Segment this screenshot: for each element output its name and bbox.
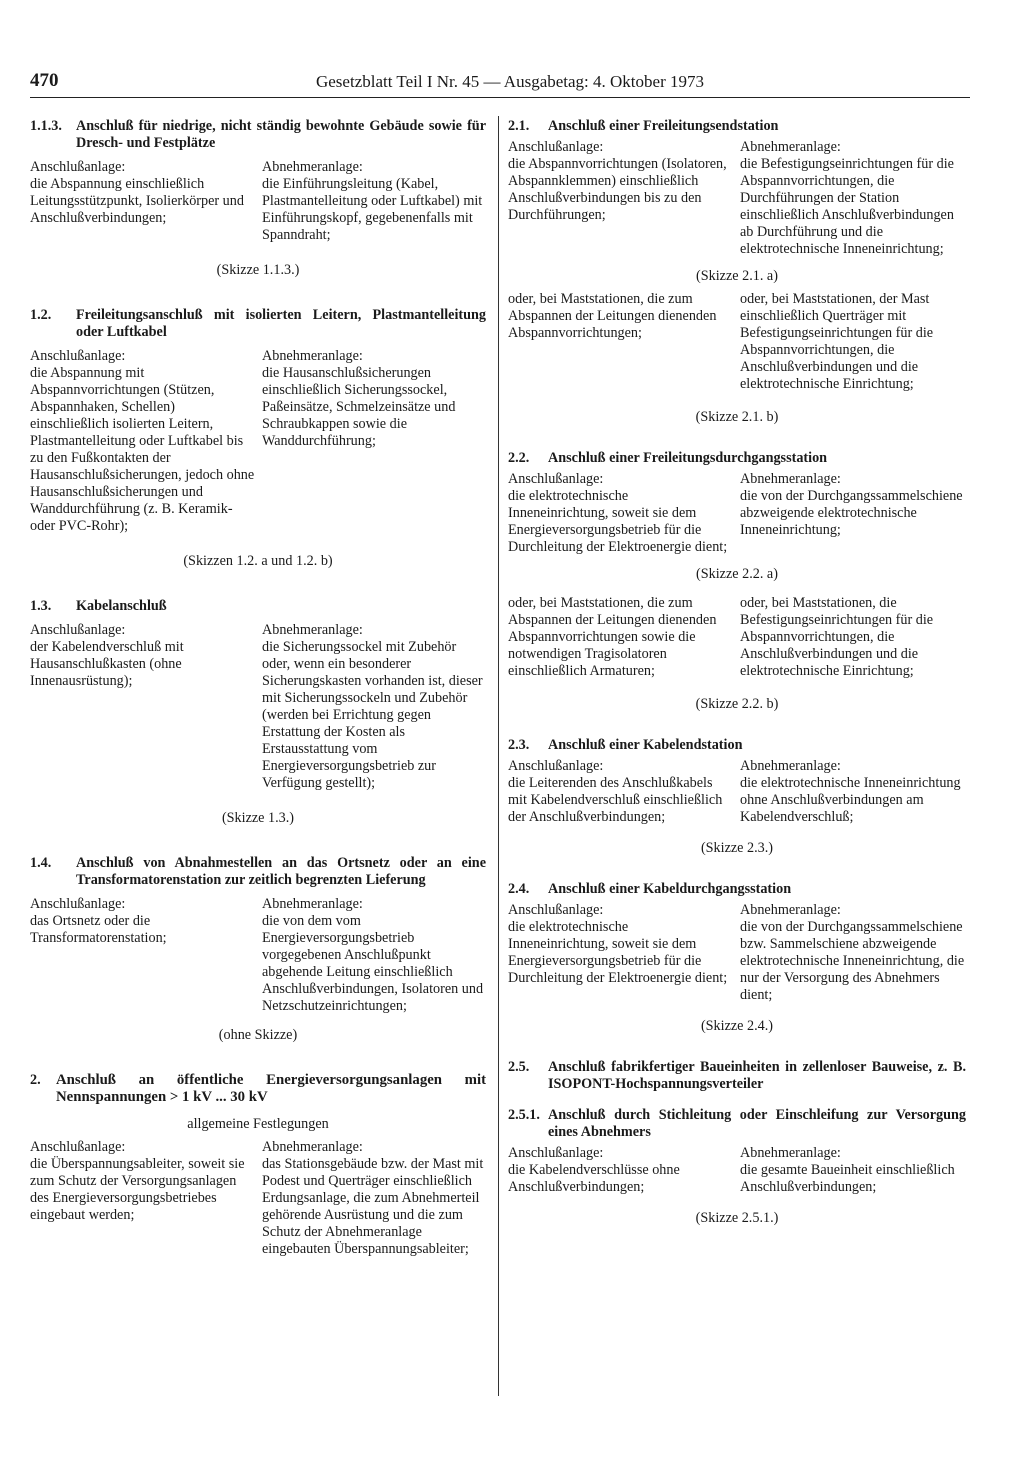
anschlussanlage-alt-text: oder, bei Maststationen, die zum Abspannen der Leitungen dienenden Abspannvorrichtungen sowie die notwendigen Tragisolatoren einschließlich Armaturen;	[508, 595, 717, 679]
section-1-3-body	[30, 622, 486, 792]
section-2-2-body	[508, 471, 966, 556]
section-number: 2.	[30, 1072, 41, 1088]
abnehmeranlage-label: Abnehmeranlage:	[740, 1145, 841, 1161]
section-2-1-body	[508, 139, 966, 258]
anschlussanlage-label: Anschlußanlage:	[30, 622, 126, 638]
anschlussanlage-text: die elektrotechnische Inneneinrichtung, soweit sie dem Energieversorgungsbetrieb für die Durchleitung der Elektroenergie dient;	[508, 488, 728, 555]
section-2-1-heading	[508, 118, 966, 135]
sketch-reference: (ohne Skizze)	[218, 1027, 298, 1043]
page-number: 470	[30, 70, 59, 91]
section-title: Anschluß an öffentliche Energieversorgungsanlagen mit Nennspannungen > 1 kV ... 30 kV	[56, 1072, 486, 1105]
abnehmeranlage-label: Abnehmeranlage:	[262, 159, 363, 175]
section-number: 2.4.	[508, 881, 530, 897]
anschlussanlage-alt-text: oder, bei Maststationen, die zum Abspannen der Leitungen dienenden Abspannvorrichtungen;	[508, 291, 717, 341]
section-title: Anschluß einer Kabeldurchgangsstation	[548, 881, 792, 897]
section-1-2-heading	[30, 307, 486, 341]
section-title: Anschluß von Abnahmestellen an das Ortsnetz oder an eine Transformatorenstation zur zeitlich begrenzten Lieferung	[76, 855, 486, 888]
anschlussanlage-label: Anschlußanlage:	[508, 902, 604, 918]
sketch-reference: (Skizze 2.3.)	[700, 840, 774, 856]
section-number: 2.3.	[508, 737, 530, 753]
sketch-reference: (Skizze 1.1.3.)	[216, 262, 300, 278]
column-rule	[498, 116, 499, 1396]
section-title: Anschluß durch Stichleitung oder Einschleifung zur Versorgung eines Abnehmers	[548, 1107, 966, 1140]
section-number: 1.3.	[30, 598, 52, 614]
anschlussanlage-text: die Leiterenden des Anschlußkabels mit Kabelendverschluß einschließlich der Anschlußverbindungen;	[508, 775, 723, 825]
anschlussanlage-label: Anschlußanlage:	[508, 139, 604, 155]
anschlussanlage-label: Anschlußanlage:	[30, 1139, 126, 1155]
section-2-2-mast-body	[508, 595, 966, 680]
sketch-reference: (Skizzen 1.2. a und 1.2. b)	[183, 553, 333, 569]
section-2-body	[30, 1139, 486, 1258]
sketch-reference: (Skizze 2.1. a)	[696, 268, 778, 284]
abnehmeranlage-alt-text: oder, bei Maststationen, der Mast einschließlich Querträger mit Befestigungseinrichtungen für die Abspannvorrichtungen, die Anschlußverbindungen und die elektrotechnische Einrichtung;	[740, 291, 934, 392]
section-number: 2.2.	[508, 450, 530, 466]
sketch-reference: (Skizze 2.1. b)	[695, 409, 779, 425]
section-number: 2.5.	[508, 1059, 530, 1075]
section-2-3-body	[508, 758, 966, 826]
anschlussanlage-text: die Abspannvorrichtungen (Isolatoren, Abspannklemmen) einschließlich Anschlußverbindungen bis zu den Durchführungen;	[508, 156, 727, 223]
page-header	[30, 70, 970, 100]
section-number: 1.2.	[30, 307, 52, 323]
sketch-reference: (Skizze 1.3.)	[221, 810, 295, 826]
abnehmeranlage-text: die elektrotechnische Inneneinrichtung ohne Anschlußverbindungen am Kabelendverschluß;	[740, 775, 961, 825]
section-subtitle: allgemeine Festlegungen	[187, 1116, 329, 1132]
section-2-heading	[30, 1072, 486, 1106]
abnehmeranlage-text: die Sicherungssockel mit Zubehör oder, wenn ein besonderer Sicherungskasten vorhanden ist, dieser mit Sicherungssockeln und Zubehör (werden bei Errichtung gegen Erstattung der Kosten als Erstausstattung vom Energieversorgungsbetrieb zur Verfügung gestellt);	[262, 639, 483, 791]
section-2-1-mast-body	[508, 291, 966, 393]
section-number: 1.1.3.	[30, 118, 62, 134]
section-2-3-heading	[508, 737, 966, 754]
abnehmeranlage-text: die Einführungsleitung (Kabel, Plastmantelleitung oder Luftkabel) mit Einführungskopf, gegebenenfalls mit Spanndraht;	[262, 176, 483, 243]
abnehmeranlage-label: Abnehmeranlage:	[740, 758, 841, 774]
abnehmeranlage-text: die gesamte Baueinheit einschließlich Anschlußverbindungen;	[740, 1162, 955, 1195]
abnehmeranlage-text: die von der Durchgangssammelschiene abzweigende elektrotechnische Inneneinrichtung;	[740, 488, 963, 538]
abnehmeranlage-label: Abnehmeranlage:	[262, 348, 363, 364]
section-number: 2.1.	[508, 118, 530, 134]
section-2-4-body	[508, 902, 966, 1004]
abnehmeranlage-text: die Befestigungseinrichtungen für die Abspannvorrichtungen, die Durchführungen der Station einschließlich Anschlußverbindungen ab Durchführung und die elektrotechnische Inneneinrichtung;	[740, 156, 954, 257]
anschlussanlage-label: Anschlußanlage:	[508, 758, 604, 774]
abnehmeranlage-label: Abnehmeranlage:	[262, 1139, 363, 1155]
abnehmeranlage-text: die von dem vom Energieversorgungsbetrieb vorgegebenen Anschlußpunkt abgehende Leitung einschließlich Anschlußverbindungen, Isolatoren und Netzschutzeinrichtungen;	[262, 913, 484, 1014]
section-1-1-3-heading	[30, 118, 486, 152]
section-1-4-body	[30, 896, 486, 1015]
anschlussanlage-text: die Abspannung mit Abspannvorrichtungen (Stützen, Abspannhaken, Schellen) einschließlich isolierten Leitern, Plastmantelleitung oder Luftkabel bis zu den Fußkontakten der Hausanschlußsicherungen, jedoch ohne Hausanschlußsicherungen und Wanddurchführung (z. B. Keramik- oder PVC-Rohr);	[30, 365, 255, 534]
section-title: Anschluß für niedrige, nicht ständig bewohnte Gebäude sowie für Dresch- und Festplätze	[76, 118, 486, 151]
abnehmeranlage-alt-text: oder, bei Maststationen, die Befestigungseinrichtungen für die Abspannvorrichtungen, die Anschlußverbindungen und die elektrotechnische Einrichtung;	[740, 595, 934, 679]
sketch-reference: (Skizze 2.5.1.)	[695, 1210, 779, 1226]
anschlussanlage-text: das Ortsnetz oder die Transformatorenstation;	[30, 913, 167, 946]
abnehmeranlage-text: die von der Durchgangssammelschiene bzw. Sammelschiene abzweigende elektrotechnische Inneneinrichtung, die nur der Versorgung des Abnehmers dient;	[740, 919, 965, 1003]
section-2-2-heading	[508, 450, 966, 467]
section-1-2-body	[30, 348, 486, 535]
anschlussanlage-label: Anschlußanlage:	[508, 471, 604, 487]
anschlussanlage-label: Anschlußanlage:	[30, 896, 126, 912]
section-title: Anschluß fabrikfertiger Baueinheiten in zellenloser Bauweise, z. B. ISOPONT-Hochspannungsverteiler	[548, 1059, 966, 1092]
abnehmeranlage-text: das Stationsgebäude bzw. der Mast mit Podest und Querträger einschließlich Erdungsanlage, die zum Abnehmerteil gehörende Ausrüstung und die zum Schutz der Abnehmeranlage eingebauten Überspannungsableiter;	[262, 1156, 484, 1257]
left-column	[30, 118, 486, 1258]
section-2-4-heading	[508, 881, 966, 898]
header-rule	[30, 97, 970, 98]
section-2-5-1-heading	[508, 1107, 966, 1141]
abnehmeranlage-label: Abnehmeranlage:	[740, 902, 841, 918]
section-number: 2.5.1.	[508, 1107, 540, 1123]
anschlussanlage-label: Anschlußanlage:	[508, 1145, 604, 1161]
anschlussanlage-text: die elektrotechnische Inneneinrichtung, soweit sie dem Energieversorgungsbetrieb für die Durchleitung der Elektroenergie dient;	[508, 919, 728, 986]
anschlussanlage-text: der Kabelendverschluß mit Hausanschlußkasten (ohne Innenausrüstung);	[30, 639, 184, 689]
abnehmeranlage-label: Abnehmeranlage:	[740, 471, 841, 487]
section-title: Freileitungsanschluß mit isolierten Leitern, Plastmantelleitung oder Luftkabel	[76, 307, 486, 340]
anschlussanlage-text: die Kabelendverschlüsse ohne Anschlußverbindungen;	[508, 1162, 680, 1195]
section-2-5-1-body	[508, 1145, 966, 1196]
right-column	[508, 118, 966, 1227]
abnehmeranlage-text: die Hausanschlußsicherungen einschließlich Sicherungssockel, Paßeinsätze, Schmelzeinsätze und Schraubkappen sowie die Wanddurchführung;	[262, 365, 456, 449]
anschlussanlage-text: die Abspannung einschließlich Leitungsstützpunkt, Isolierkörper und Anschlußverbindungen;	[30, 176, 244, 226]
section-1-3-heading	[30, 598, 486, 615]
section-title: Kabelanschluß	[76, 598, 167, 614]
abnehmeranlage-label: Abnehmeranlage:	[262, 896, 363, 912]
anschlussanlage-text: die Überspannungsableiter, soweit sie zum Schutz der Versorgungsanlagen des Energieversorgungsbetriebes eingebaut werden;	[30, 1156, 245, 1223]
section-title: Anschluß einer Freileitungsdurchgangsstation	[548, 450, 828, 466]
section-1-4-heading	[30, 855, 486, 889]
section-2-5-heading	[508, 1059, 966, 1093]
anschlussanlage-label: Anschlußanlage:	[30, 348, 126, 364]
section-title: Anschluß einer Kabelendstation	[548, 737, 743, 753]
section-title: Anschluß einer Freileitungsendstation	[548, 118, 779, 134]
abnehmeranlage-label: Abnehmeranlage:	[740, 139, 841, 155]
sketch-reference: (Skizze 2.4.)	[700, 1018, 774, 1034]
sketch-reference: (Skizze 2.2. a)	[696, 566, 778, 582]
abnehmeranlage-label: Abnehmeranlage:	[262, 622, 363, 638]
running-title: Gesetzblatt Teil I Nr. 45 — Ausgabetag: 4. Oktober 1973	[315, 72, 704, 91]
section-1-1-3-body	[30, 159, 486, 244]
section-number: 1.4.	[30, 855, 52, 871]
anschlussanlage-label: Anschlußanlage:	[30, 159, 126, 175]
sketch-reference: (Skizze 2.2. b)	[695, 696, 779, 712]
